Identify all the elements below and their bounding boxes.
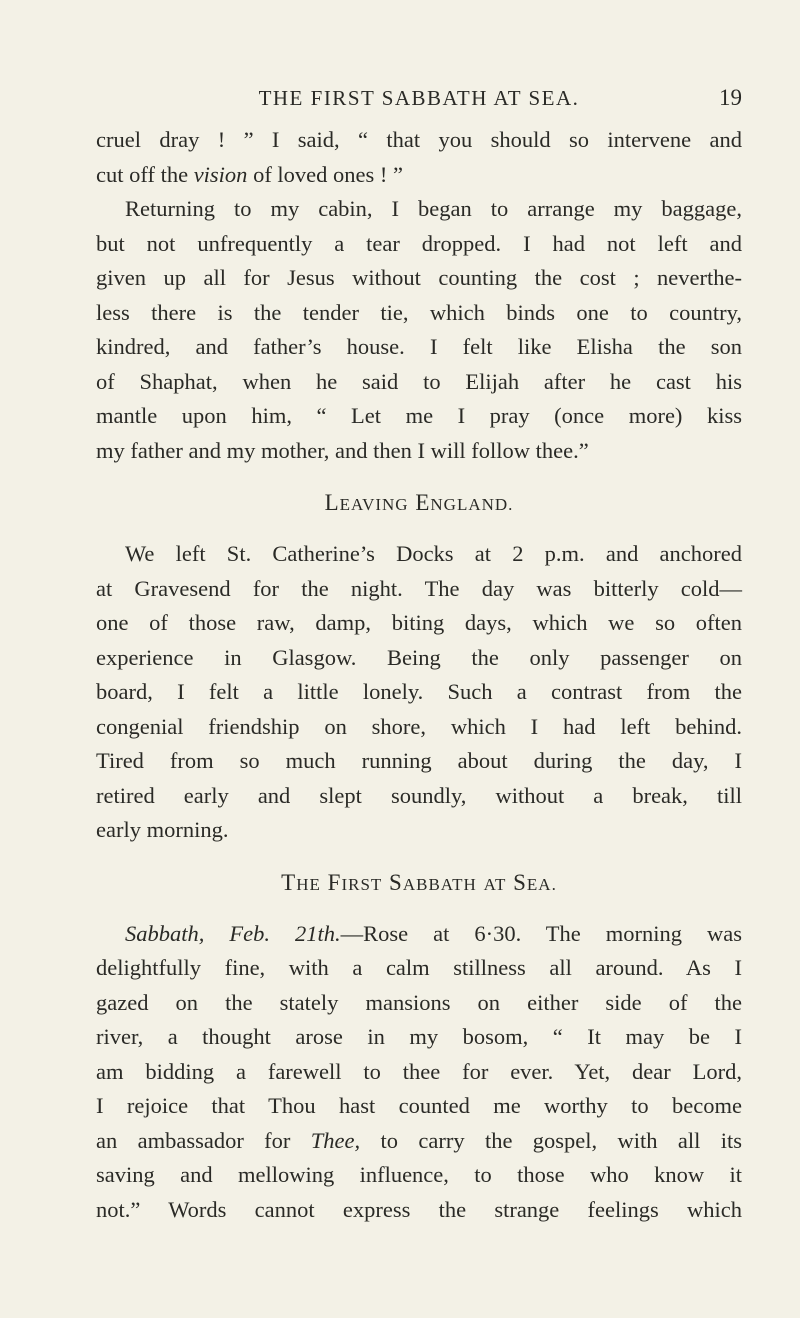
- section-heading-first-sabbath: THE FIRST SABBATH AT SEA.: [281, 869, 557, 895]
- text-line: given up all for Jesus without counting the cost ; neverthe-: [96, 265, 742, 290]
- date-italic: Sabbath, Feb. 21th.: [125, 920, 341, 946]
- text-line: mantle upon him, “ Let me I pray (once more) kiss: [96, 403, 742, 428]
- text-line: am bidding a farewell to thee for ever. Yet, dear Lord,: [96, 1058, 742, 1084]
- line-text: to carry the gospel, with all its: [360, 1127, 742, 1153]
- text-line: of Shaphat, when he said to Elijah after he cast his: [96, 368, 742, 394]
- text-line: at Gravesend for the night. The day was bitterly cold—: [96, 575, 742, 601]
- text-line: I rejoice that Thou hast counted me worthy to become: [96, 1093, 742, 1118]
- line-text: —Rose at 6·30. The morning was: [340, 920, 743, 946]
- text-line: retired early and slept soundly, without a break, till: [96, 782, 742, 808]
- line-text: an ambassador for: [96, 1127, 311, 1153]
- text-line: less there is the tender tie, which binds one to country,: [96, 299, 742, 325]
- paragraph-first-line: [96, 917, 742, 952]
- text-line: my father and my mother, and then I will follow thee.”: [96, 437, 589, 463]
- text-line: cruel dray ! ” I said, “ that you should so intervene and: [96, 127, 742, 152]
- line-text: cut off the: [96, 161, 194, 187]
- text-line: gazed on the stately mansions on either side of the: [96, 989, 742, 1015]
- body-text: [96, 123, 742, 1227]
- text-line: congenial friendship on shore, which I had left behind.: [96, 713, 742, 739]
- text-line: board, I felt a little lonely. Such a contrast from the: [96, 679, 742, 704]
- running-title: THE FIRST SABBATH AT SEA.: [258, 86, 580, 110]
- italic-text: Thee,: [310, 1127, 361, 1153]
- paragraph-first-line: We left St. Catherine’s Docks at 2 p.m. and anchored: [125, 541, 742, 566]
- page-number: 19: [719, 85, 742, 110]
- line-text: of loved ones ! ”: [247, 161, 404, 187]
- text-line: [96, 158, 742, 193]
- text-line: [96, 1124, 742, 1159]
- running-head: [96, 80, 742, 116]
- italic-text: vision: [193, 161, 248, 187]
- text-line: one of those raw, damp, biting days, which we so often: [96, 610, 742, 635]
- text-line: kindred, and father’s house. I felt like Elisha the son: [96, 334, 742, 359]
- text-line: river, a thought arose in my bosom, “ It may be I: [96, 1024, 742, 1049]
- section-heading-leaving-england: LEAVING ENGLAND.: [324, 490, 514, 515]
- text-line: experience in Glasgow. Being the only passenger on: [96, 644, 742, 670]
- text-line: but not unfrequently a tear dropped. I had not left and: [96, 230, 742, 256]
- text-line: not.” Words cannot express the strange feelings which: [96, 1196, 742, 1222]
- paragraph-first-line: Returning to my cabin, I began to arrange my baggage,: [125, 196, 742, 221]
- text-line: early morning.: [96, 817, 229, 842]
- text-line: saving and mellowing influence, to those who know it: [96, 1162, 742, 1187]
- text-line: delightfully fine, with a calm stillness all around. As I: [96, 955, 742, 980]
- text-line: Tired from so much running about during the day, I: [96, 748, 742, 773]
